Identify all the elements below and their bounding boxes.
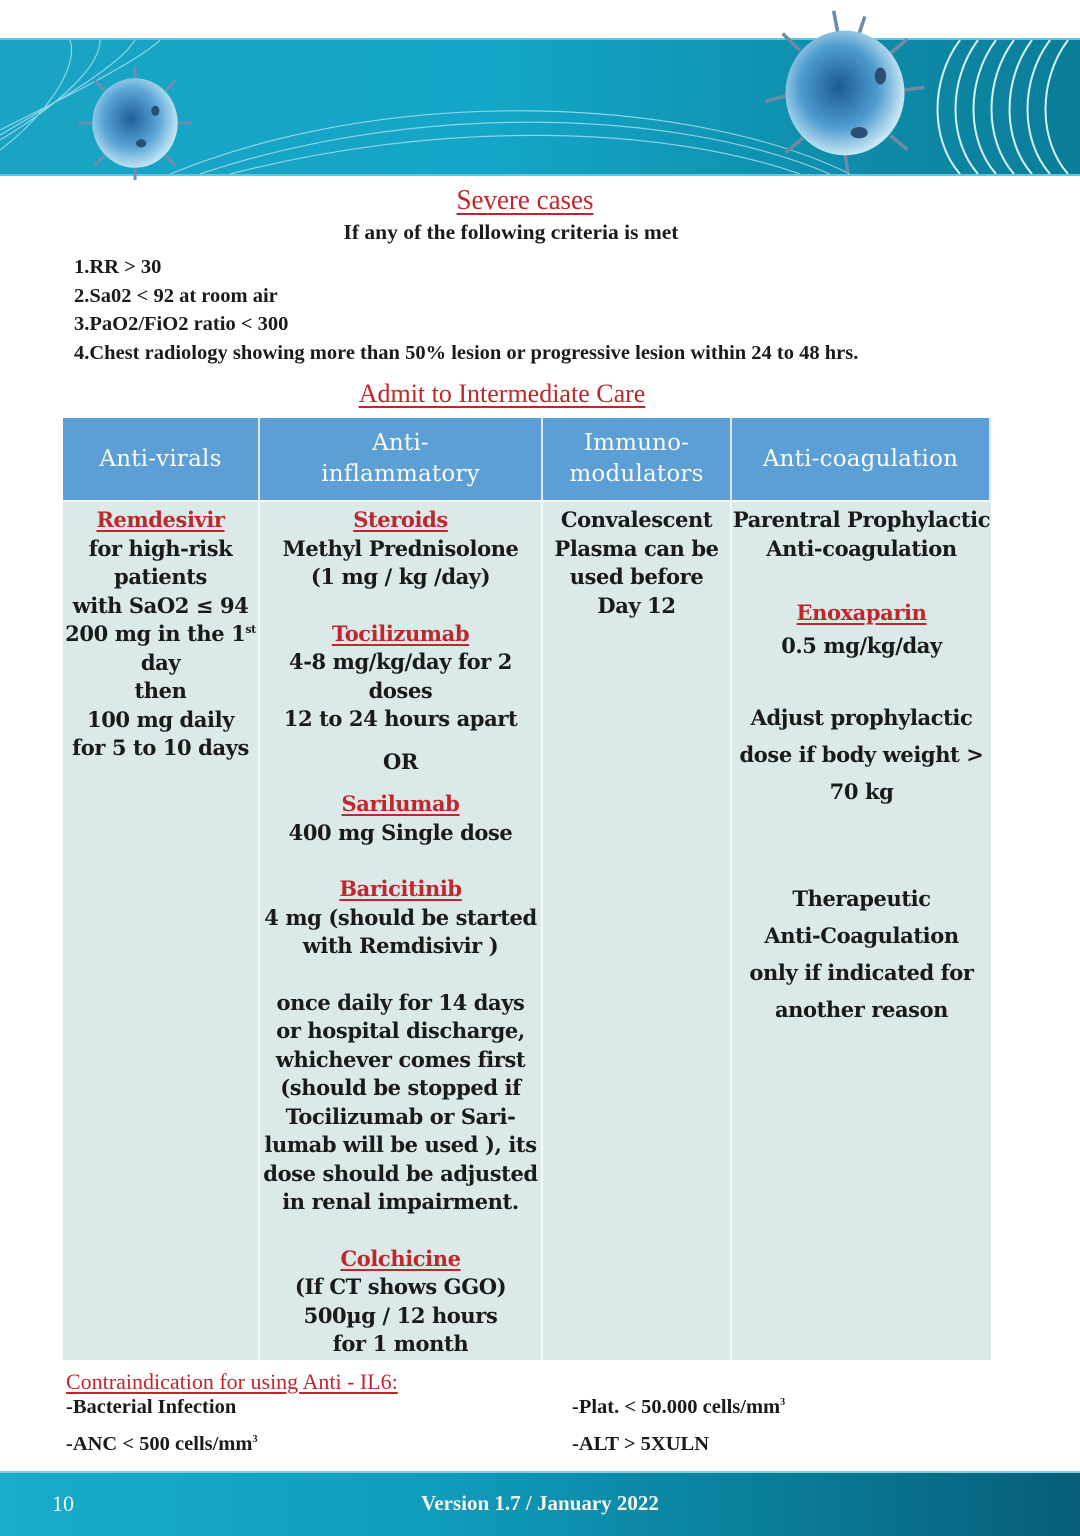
ordinal-suffix: st — [245, 623, 256, 636]
cell-line: in renal impairment. — [282, 1189, 519, 1214]
contraindication-text: -ANC < 500 cells/mm — [66, 1433, 253, 1455]
contraindication-item — [572, 1396, 785, 1419]
contraindication-text: -Bacterial Infection — [66, 1396, 237, 1418]
cell-line: 0.5 mg/kg/day — [781, 633, 942, 658]
criteria-item: 3.PaO2/FiO2 ratio < 300 — [74, 313, 289, 335]
page-number: 10 — [52, 1491, 74, 1516]
cell-anticoagulation — [732, 500, 991, 1360]
cell-line: Convalescent — [560, 507, 713, 532]
cell-line: whichever comes first — [275, 1046, 526, 1072]
drug-name-colchicine: Colchicine — [340, 1245, 461, 1271]
cell-line: for 1 month — [332, 1331, 469, 1356]
cell-line: Tocilizumab or Sari- — [285, 1103, 516, 1129]
contraindication-text: -ALT > 5XULN — [572, 1433, 709, 1455]
drug-name-tocilizumab: Tocilizumab — [331, 620, 470, 646]
column-header-immunomodulators — [543, 418, 732, 500]
cell-line: (1 mg / kg /day) — [310, 564, 491, 589]
treatment-table — [63, 418, 991, 1360]
cell-line: Parentral Prophylactic — [732, 507, 991, 532]
cell-line: for 5 to 10 days — [72, 735, 249, 760]
cell-line: Anti-Coagulation — [764, 923, 959, 948]
section-subtitle: If any of the following criteria is met — [343, 220, 679, 244]
dose-text: 200 mg in the 1 — [65, 621, 246, 646]
drug-name-baricitinib: Baricitinib — [339, 876, 462, 901]
cell-line: Therapeutic — [792, 886, 931, 911]
cell-line: Adjust prophylactic — [750, 705, 973, 730]
cell-line: 400 mg Single dose — [288, 819, 513, 845]
header-label: modulators — [569, 461, 704, 487]
cell-line: another reason — [774, 997, 949, 1022]
criteria-item: 4.Chest radiology showing more than 50% lesion or progressive lesion within 24 to 48 hrs. — [74, 341, 859, 364]
or-separator: OR — [383, 748, 418, 774]
drug-name-sarilumab: Sarilumab — [341, 791, 460, 816]
cell-line — [63, 620, 258, 649]
drug-name-enoxaparin: Enoxaparin — [796, 599, 927, 625]
version-label: Version 1.7 / January 2022 — [421, 1491, 659, 1515]
cell-line: then — [134, 678, 187, 703]
column-header-anti-inflammatory — [260, 418, 543, 500]
cell-line: with Remdisivir ) — [302, 933, 499, 958]
cell-immunomodulators — [543, 500, 732, 1360]
cell-line: 4-8 mg/kg/day for 2 — [289, 649, 512, 674]
criteria-item: 1.RR > 30 — [74, 256, 162, 278]
cell-line: Methyl Prednisolone — [282, 535, 519, 561]
page-footer — [0, 1471, 1080, 1536]
admit-heading: Admit to Intermediate Care — [358, 379, 646, 408]
cell-line: used before — [569, 564, 704, 589]
cell-line: 100 mg daily — [86, 706, 234, 732]
contraindication-text: -Plat. < 50.000 cells/mm — [572, 1396, 781, 1418]
cell-line: only if indicated for — [749, 960, 974, 985]
cell-line: or hospital discharge, — [276, 1018, 525, 1043]
cell-line: (If CT shows GGO) — [294, 1274, 507, 1299]
cell-line: dose if body weight > — [739, 742, 984, 767]
criteria-list — [74, 253, 858, 367]
cell-line: dose should be adjusted — [263, 1160, 538, 1186]
cell-antivirals — [63, 500, 260, 1360]
drug-name-steroids: Steroids — [353, 507, 448, 532]
cell-anti-inflammatory — [260, 500, 543, 1360]
cell-line: 12 to 24 hours apart — [283, 706, 518, 731]
column-header-anticoagulation — [732, 418, 991, 500]
cell-line: (should be stopped if — [280, 1075, 521, 1100]
contraindication-item — [66, 1433, 257, 1456]
superscript: 3 — [780, 1397, 786, 1409]
header-label: inflammatory — [321, 461, 480, 487]
cell-line: 70 kg — [829, 779, 894, 804]
cell-line: lumab will be used ), its — [264, 1132, 537, 1157]
header-label: Anti- — [372, 430, 429, 456]
cell-line: day — [140, 649, 181, 675]
cell-line: patients — [114, 564, 207, 589]
section-title: Severe cases — [456, 184, 594, 216]
cell-line: with SaO2 ≤ 94 — [72, 592, 249, 618]
contraindication-item — [572, 1433, 709, 1456]
virus-icon — [760, 8, 930, 178]
virus-icon — [74, 62, 196, 184]
cell-line: once daily for 14 days — [276, 989, 525, 1015]
cell-line: Anti-coagulation — [766, 535, 957, 561]
contraindication-item — [66, 1396, 236, 1419]
criteria-item: 2.Sa02 < 92 at room air — [74, 284, 278, 307]
header-label: Anti-virals — [99, 445, 222, 472]
cell-line: doses — [368, 677, 433, 703]
cell-line: 4 mg (should be started — [264, 904, 537, 930]
contraindication-title: Contraindication for using Anti - IL6: — [66, 1369, 398, 1394]
column-header-antivirals — [63, 418, 260, 500]
cell-line: Plasma can be — [554, 535, 719, 561]
header-label: Immuno- — [583, 430, 690, 456]
cell-line: for high-risk — [88, 535, 233, 561]
cell-line: 500µg / 12 hours — [303, 1302, 498, 1328]
header-label: Anti-coagulation — [762, 445, 959, 472]
cell-line: Day 12 — [597, 592, 676, 618]
superscript: 3 — [252, 1434, 258, 1446]
drug-name-remdesivir: Remdesivir — [96, 507, 225, 532]
